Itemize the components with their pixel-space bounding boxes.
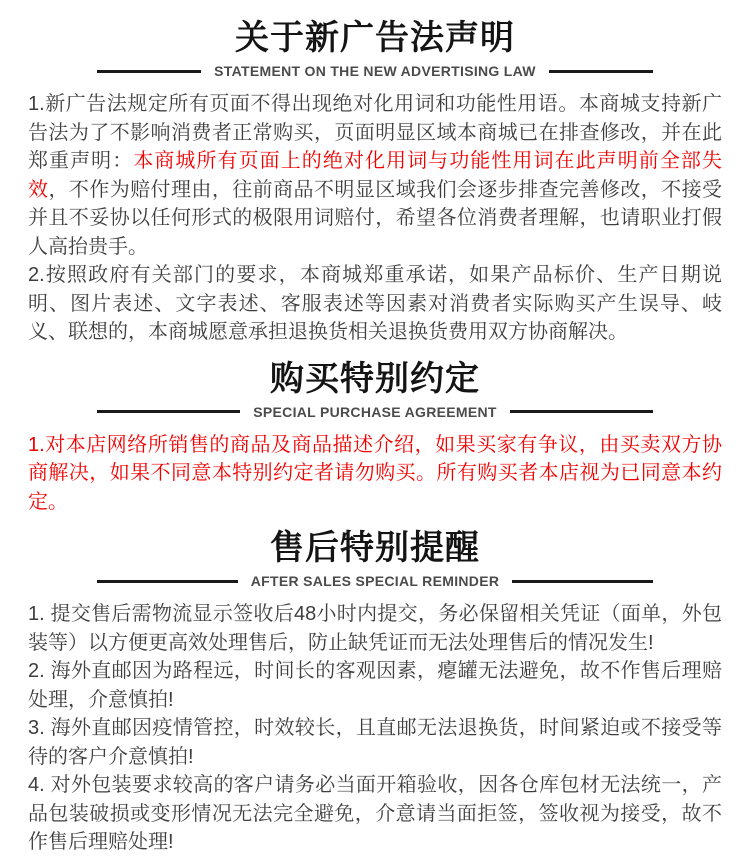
paragraph xyxy=(28,261,722,347)
text-run: ，不作为赔付理由，往前商品不明显区域我们会逐步排查完善修改，不接受并且不妥协以任何形式的极限用词赔付，希望各位消费者理解，也请职业打假人高抬贵手。 xyxy=(28,178,723,258)
divider-line-right xyxy=(549,70,653,73)
divider-line-left xyxy=(97,410,240,413)
paragraph xyxy=(28,600,722,657)
section-title: 关于新广告法声明 xyxy=(235,19,515,57)
section-advertising-law xyxy=(28,18,722,347)
paragraph xyxy=(28,657,722,714)
section-title: 购买特别约定 xyxy=(270,359,480,398)
section-after-sales-reminder xyxy=(28,528,722,857)
divider-line-left xyxy=(97,580,238,583)
text-run: 3. 海外直邮因疫情管控，时效较长，且直邮无法退换货，时间紧迫或不接受等待的客户介意慎拍! xyxy=(28,717,722,768)
text-run: 2. 海外直邮因为路程远，时间长的客观因素，瘪罐无法避免，故不作售后理赔处理，介意慎拍! xyxy=(28,660,722,711)
red-text-run: 1.对本店网络所销售的商品及商品描述介绍，如果买家有争议，由买卖双方协商解决，如果不同意本特别约定者请勿购买。所有购买者本店视为已同意本约定。 xyxy=(28,433,722,513)
section-subtitle xyxy=(97,63,653,79)
text-run: 1. 提交售后需物流显示签收后48小时内提交，务必保留相关凭证（面单，外包装等）以方便更高效处理售后，防止缺凭证而无法处理售后的情况发生! xyxy=(28,603,722,654)
section-paragraphs xyxy=(28,600,722,857)
section-purchase-agreement xyxy=(28,359,722,517)
red-text-run: 本商城所有页面上的绝对化用词与功能性用词在此声明前全部失效 xyxy=(28,150,722,201)
section-paragraphs xyxy=(28,90,722,347)
section-title: 售后特别提醒 xyxy=(270,529,480,568)
section-subtitle xyxy=(97,573,653,589)
paragraph xyxy=(28,431,722,517)
section-subtitle-text: AFTER SALES SPECIAL REMINDER xyxy=(250,573,500,590)
section-subtitle-text: STATEMENT ON THE NEW ADVERTISING LAW xyxy=(214,63,536,80)
paragraph xyxy=(28,771,722,857)
divider-line-right xyxy=(510,410,653,413)
section-subtitle-text: SPECIAL PURCHASE AGREEMENT xyxy=(253,403,497,420)
section-paragraphs xyxy=(28,431,722,517)
text-run: 4. 对外包装要求较高的客户请务必当面开箱验收，因各仓库包材无法统一，产品包装破损或变形情况无法完全避免，介意请当面拒签，签收视为接受，故不作售后理赔处理! xyxy=(28,774,722,854)
text-run: 1.新广告法规定所有页面不得出现绝对化用词和功能性用语。本商城支持新广告法为了不影响消费者正常购买，页面明显区域本商城已在排查修改，并在此郑重声明： xyxy=(28,93,722,173)
section-subtitle xyxy=(97,404,653,420)
divider-line-right xyxy=(512,580,653,583)
paragraph xyxy=(28,714,722,771)
paragraph xyxy=(28,90,722,261)
text-run: 2.按照政府有关部门的要求，本商城郑重承诺，如果产品标价、生产日期说明、图片表述、文字表述、客服表述等因素对消费者实际购买产生误导、岐义、联想的，本商城愿意承担退换货相关退换货费用双方协商解决。 xyxy=(28,264,722,344)
divider-line-left xyxy=(97,70,201,73)
